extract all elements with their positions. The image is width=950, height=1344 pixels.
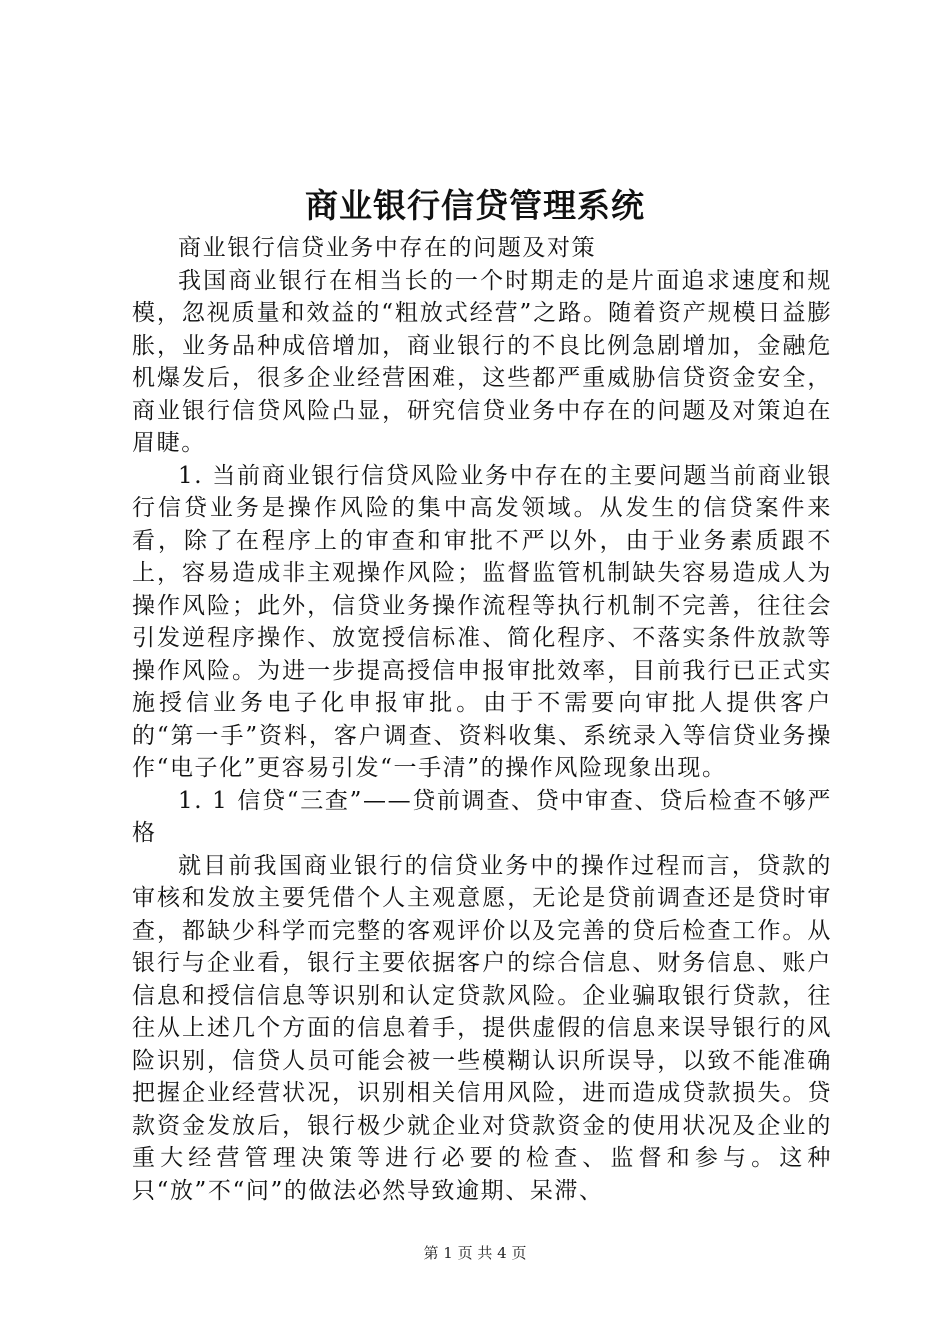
document-title: 商业银行信贷管理系统 xyxy=(305,186,645,225)
page-number-footer: 第 1 页 共 4 页 xyxy=(423,1244,527,1262)
section-heading: 商业银行信贷业务中存在的问题及对策 xyxy=(178,235,597,261)
body-paragraph-section-1: 1. 当前商业银行信贷风险业务中存在的主要问题当前商业银行信贷业务是操作风险的集中高发领域。从发生的信贷案件来看，除了在程序上的审查和审批不严以外，由于业务素质跟不上，容易造成非主观操作风险；监督监管机制缺失容易造成人为操作风险；此外，信贷业务操作流程等执行机制不完善，往往会引发逆程序操作、放宽授信标准、简化程序、不落实条件放款等操作风险。为进一步提高授信申报审批效率，目前我行已正式实施授信业务电子化申报审批。由于不需要向审批人提供客户的“第一手”资料，客户调查、资料收集、系统录入等信贷业务操作“电子化”更容易引发“一手清”的操作风险现象出现。 xyxy=(132,462,832,781)
body-paragraph-section-1-1: 就目前我国商业银行的信贷业务中的操作过程而言，贷款的审核和发放主要凭借个人主观意愿，无论是贷前调查还是贷时审查，都缺少科学而完整的客观评价以及完善的贷后检查工作。从银行与企业看，银行主要依据客户的综合信息、财务信息、账户信息和授信信息等识别和认定贷款风险。企业骗取银行贷款，往往从上述几个方面的信息着手，提供虚假的信息来误导银行的风险识别，信贷人员可能会被一些模糊认识所误导，以致不能准确把握企业经营状况，识别相关信用风险，进而造成贷款损失。贷款资金发放后，银行极少就企业对贷款资金的使用状况及企业的重大经营管理决策等进行必要的检查、监督和参与。这种只“放”不“问”的做法必然导致逾期、呆滞、 xyxy=(132,852,832,1204)
body-paragraph-intro: 我国商业银行在相当长的一个时期走的是片面追求速度和规模，忽视质量和效益的“粗放式经营”之路。随着资产规模日益膨胀，业务品种成倍增加，商业银行的不良比例急剧增加，金融危机爆发后，很多企业经营困难，这些都严重威胁信贷资金安全，商业银行信贷风险凸显，研究信贷业务中存在的问题及对策迫在眉睫。 xyxy=(132,267,832,456)
subsection-heading-1-1: 1. 1 信贷“三查”——贷前调查、贷中审查、贷后检查不够严格 xyxy=(132,787,832,846)
document-body xyxy=(132,232,832,1207)
